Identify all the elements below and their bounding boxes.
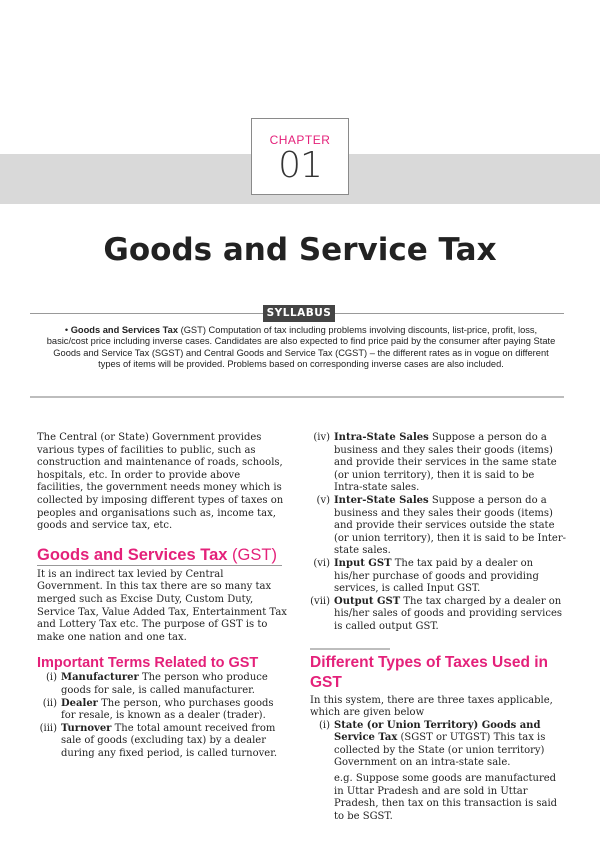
terms-heading: Important Terms Related to GST <box>37 655 259 672</box>
tax-type-item <box>310 720 566 770</box>
term-name: Input GST <box>334 557 392 569</box>
term-item <box>310 558 566 596</box>
term-item <box>37 698 289 723</box>
term-number: (vii) <box>310 595 330 607</box>
tax-type-name: State (or Union Territory) Goods and Service Tax <box>334 719 541 744</box>
chapter-label: CHAPTER <box>269 133 331 147</box>
term-item <box>37 723 289 761</box>
gst-heading-paren: (GST) <box>232 545 277 564</box>
gst-paragraph: It is an indirect tax levied by Central Government. In this tax there are so many tax merged such as Excise Duty, Custom Duty, Service Tax, Value Added Tax, Entertainment Tax and Lottery Tax etc. The purpose of GST is to make one nation and one tax. <box>37 568 287 643</box>
term-name: Turnover <box>61 722 112 734</box>
syllabus-bullet: • <box>64 325 69 335</box>
term-number: (vi) <box>313 557 330 569</box>
term-number: (iii) <box>39 722 57 734</box>
term-definition: The tax paid by a dealer on his/her purchase of goods and providing services, is called Input GST. <box>334 557 539 595</box>
syllabus-term: Goods and Services Tax <box>70 325 179 335</box>
term-definition: Suppose a person do a business and they sales their goods (items) and provide their services in the same state (or union territory), then it is said to be Intra-state sales. <box>334 432 557 494</box>
syllabus-text <box>46 325 556 371</box>
term-definition: Suppose a person do a business and they sales their goods (items) and provide their services outside the state (or union territory), then it is said to be Inter-state sales. <box>334 494 566 557</box>
syllabus-bottom-divider <box>30 396 564 398</box>
gst-heading <box>37 545 289 565</box>
types-heading-rule <box>310 648 390 650</box>
term-number: (iv) <box>313 432 330 443</box>
intro-paragraph: The Central (or State) Government provides various types of facilities to public, such as construction and maintenance of roads, schools, hospitals, etc. In order to provide above facilities, the government needs money which is collected by imposing different types of taxes on peoples and organisations such as, income tax, goods and service tax, etc. <box>37 432 284 532</box>
term-item <box>310 495 566 558</box>
term-definition: The total amount received from sale of goods (excluding tax) by a dealer during any fixed period, is called turnover. <box>61 722 278 759</box>
term-item <box>37 672 289 697</box>
term-name: Inter-State Sales <box>334 494 429 506</box>
syllabus-body: (GST) Computation of tax including problems involving discounts, list-price, profit, loss, basic/cost price including inverse cases. Candidates are also expected to find price paid by the consumer after paying State Goods and Service Tax (SGST) and Central Goods and Service Tax (CGST) – the different rates as in vogue on different types of items will be provided. Problems based on corresponding inverse cases are also included. <box>46 325 556 370</box>
term-definition: The tax charged by a dealer on his/her sales of goods and providing services is called output GST. <box>334 595 563 632</box>
chapter-box <box>251 118 349 195</box>
term-name: Dealer <box>61 697 98 709</box>
syllabus-tag: SYLLABUS <box>263 305 335 322</box>
term-definition: The person who produce goods for sale, is called manufacturer. <box>61 672 268 696</box>
tax-type-number: (i) <box>318 719 330 731</box>
term-name: Intra-State Sales <box>334 432 429 443</box>
term-number: (ii) <box>42 697 57 709</box>
left-column <box>37 432 289 760</box>
types-heading: Different Types of Taxes Used in GST <box>310 653 549 691</box>
term-name: Output GST <box>334 595 401 607</box>
term-definition: The person, who purchases goods for resale, is known as a dealer (trader). <box>61 697 274 722</box>
right-column <box>310 432 566 823</box>
types-intro: In this system, there are three taxes applicable, which are given below <box>310 694 553 719</box>
term-number: (v) <box>316 494 330 506</box>
example-paragraph: e.g. Suppose some goods are manufactured in Uttar Pradesh and are sold in Uttar Pradesh, then tax on this transaction is said to be SGST. <box>334 773 558 822</box>
chapter-title: Goods and Service Tax <box>103 232 497 268</box>
term-number: (i) <box>45 672 57 684</box>
gst-heading-text: Goods and Services Tax <box>37 545 228 564</box>
term-item <box>310 432 566 495</box>
term-item <box>310 596 566 634</box>
gst-heading-underline <box>37 565 282 566</box>
tax-type-definition: (SGST or UTGST) This tax is collected by the State (or union territory) Government on an intra-state sale. <box>334 732 546 769</box>
chapter-number: 01 <box>278 145 322 186</box>
term-name: Manufacturer <box>61 672 139 684</box>
